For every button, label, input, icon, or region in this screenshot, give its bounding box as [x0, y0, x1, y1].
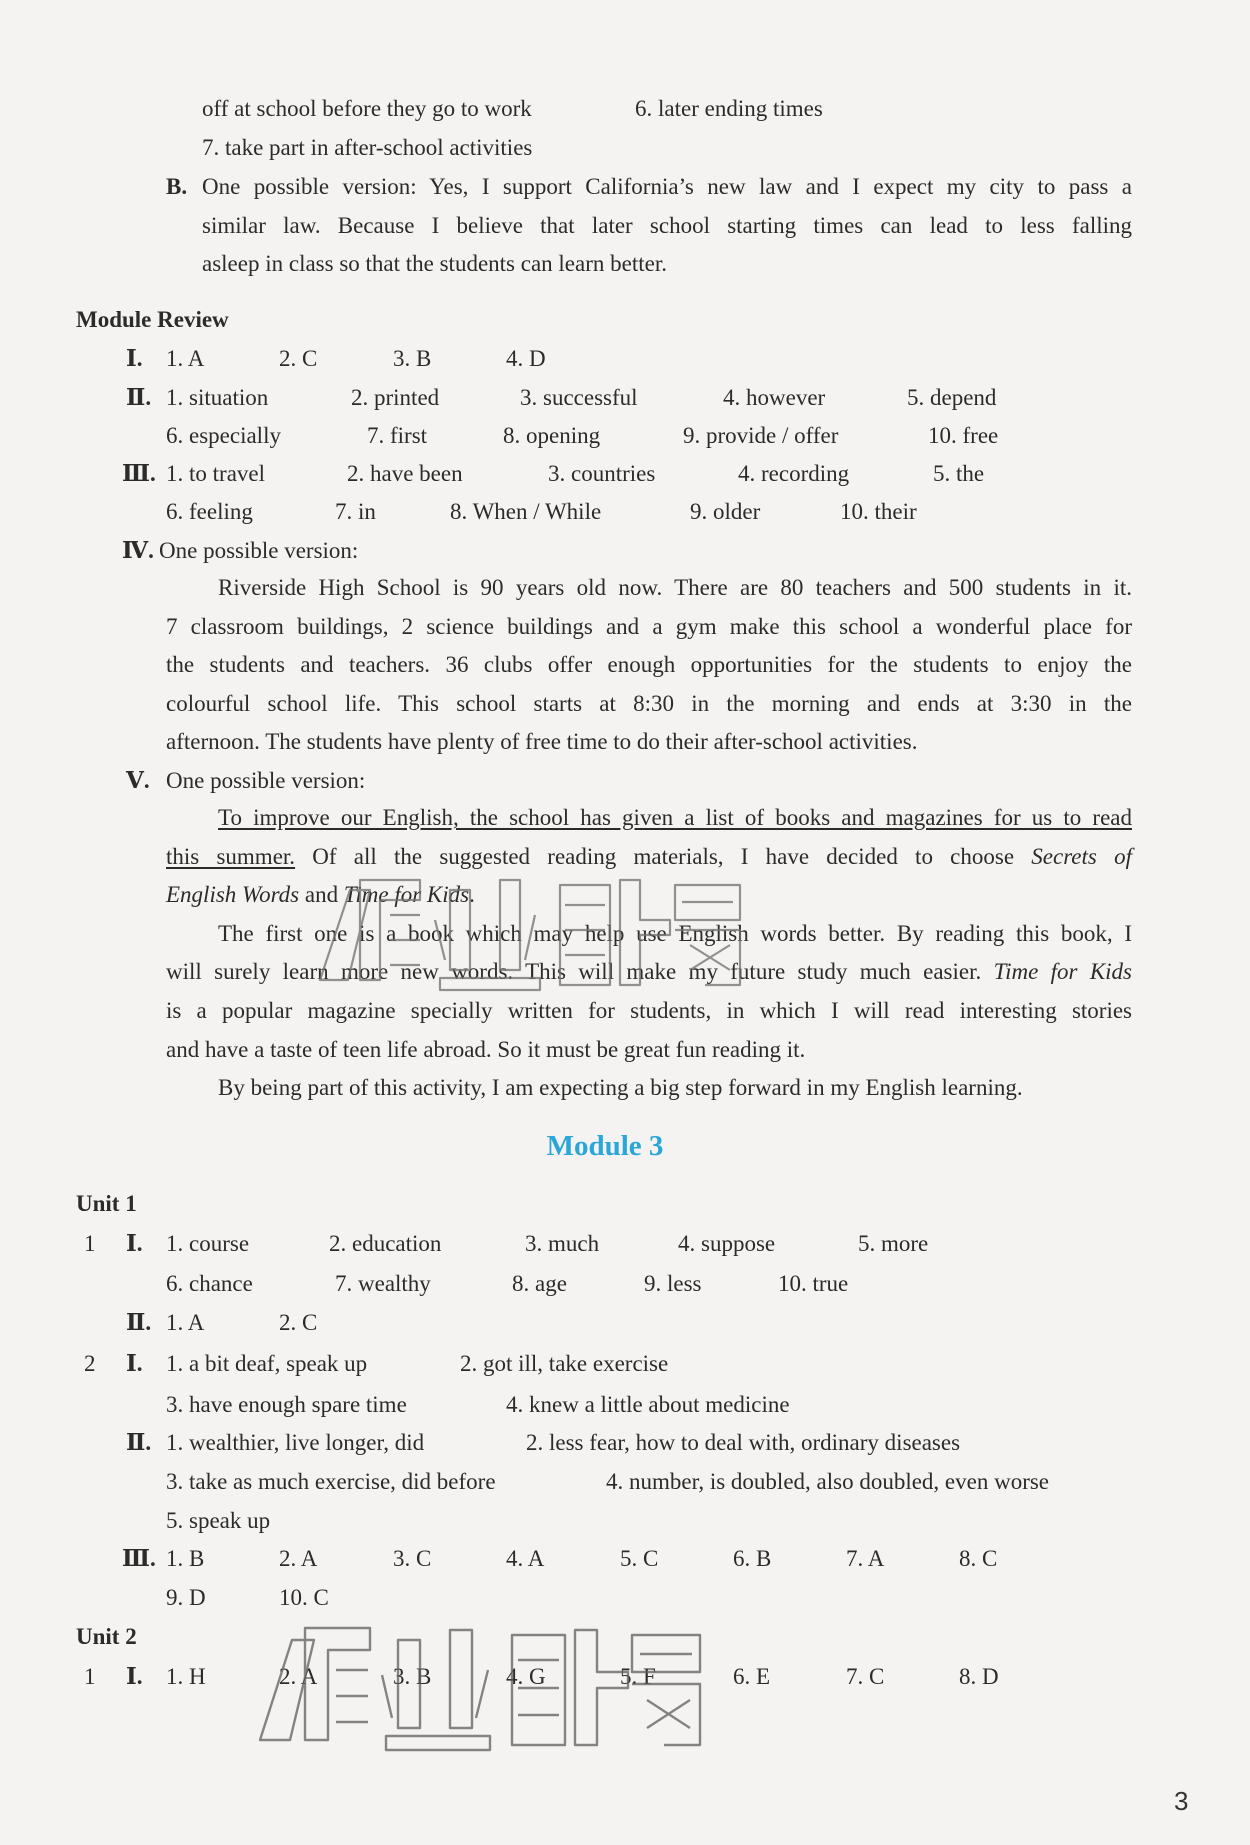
- answer-item: 9. D: [166, 1585, 206, 1610]
- answer-item: 9. provide / offer: [683, 423, 839, 448]
- answer-item: 2. got ill, take exercise: [460, 1351, 669, 1376]
- roman-label: Ⅱ.: [126, 1310, 152, 1335]
- answer-item: 5. speak up: [166, 1508, 271, 1533]
- magazine-title: Time for Kids: [343, 882, 470, 908]
- exercise-number: 2: [84, 1351, 96, 1376]
- text-line: To improve our English, the school has given a list of books and magazines for us to read: [218, 805, 1132, 830]
- answer-item: 3. C: [393, 1546, 432, 1571]
- answer-item: 3. much: [525, 1231, 600, 1256]
- text-span: and: [299, 882, 344, 908]
- roman-label: Ⅴ.: [126, 768, 150, 793]
- answer-item: 3. countries: [548, 461, 656, 486]
- text-line: 7 classroom buildings, 2 science buildings and a gym make this school a wonderful place for: [166, 613, 1132, 639]
- roman-label: Ⅲ.: [122, 461, 156, 486]
- answer-item: 3. B: [393, 346, 432, 371]
- answer-item: 5. more: [858, 1231, 929, 1256]
- section-intro: One possible version:: [159, 538, 359, 563]
- answer-item: 1. to travel: [166, 461, 265, 486]
- section-intro: One possible version:: [166, 768, 366, 793]
- answer-item: 4. D: [506, 346, 546, 371]
- answer-item: 3. have enough spare time: [166, 1392, 407, 1417]
- answer-item: 6. E: [733, 1664, 771, 1689]
- answer-text: 7. take part in after-school activities: [202, 135, 533, 160]
- answer-text: off at school before they go to work: [202, 96, 532, 121]
- answer-item: 8. opening: [503, 423, 601, 448]
- roman-label: Ⅱ.: [126, 385, 152, 410]
- answer-item: 4. recording: [738, 461, 850, 486]
- text-line: afternoon. The students have plenty of free time to do their after-school activities.: [166, 729, 918, 755]
- answer-item: 2. A: [279, 1664, 318, 1689]
- answer-item: 6. feeling: [166, 499, 253, 524]
- answer-item: 5. the: [933, 461, 985, 486]
- section-label: [166, 172, 187, 202]
- answer-item: 1. B: [166, 1546, 205, 1571]
- exercise-number: 1: [84, 1664, 96, 1689]
- unit-heading: Unit 1: [76, 1191, 137, 1216]
- answer-item: 7. first: [367, 423, 428, 448]
- answer-item: 6. especially: [166, 423, 281, 448]
- text-line: One possible version: Yes, I support California’s new law and I expect my city to pass a: [202, 174, 1132, 199]
- module-title: Module 3: [546, 1130, 664, 1162]
- underlined-text: this summer.: [166, 843, 296, 869]
- text-line: similar law. Because I believe that later school starting times can lead to less falling: [202, 212, 1132, 238]
- answer-item: 1. situation: [166, 385, 269, 410]
- answer-item: 2. C: [279, 1310, 318, 1335]
- roman-label: Ⅰ.: [126, 1351, 143, 1376]
- text-line: colourful school life. This school starts at 8:30 in the morning and ends at 3:30 in the: [166, 690, 1132, 716]
- text-line: the students and teachers. 36 clubs offer enough opportunities for the students to enjoy the: [166, 652, 1132, 678]
- answer-item: 10. C: [279, 1585, 329, 1610]
- answer-item: 1. A: [166, 1310, 205, 1335]
- answer-item: 7. A: [846, 1546, 885, 1571]
- answer-item: 4. knew a little about medicine: [506, 1392, 790, 1417]
- answer-item: 4. number, is doubled, also doubled, even worse: [606, 1469, 1050, 1494]
- answer-item: 2. A: [279, 1546, 318, 1571]
- answer-item: 1. A: [166, 346, 205, 371]
- answer-item: 1. course: [166, 1231, 250, 1256]
- text-line: is a popular magazine specially written for students, in which I will read interesting stories: [166, 997, 1132, 1023]
- unit-heading: Unit 2: [76, 1624, 137, 1649]
- roman-label: Ⅱ.: [126, 1430, 152, 1455]
- answer-item: 6. B: [733, 1546, 772, 1571]
- answer-item: 6. chance: [166, 1271, 253, 1296]
- roman-label: Ⅳ.: [122, 538, 154, 563]
- text-line: asleep in class so that the students can learn better.: [202, 251, 667, 277]
- roman-label: Ⅲ.: [122, 1546, 156, 1571]
- essay-paragraph: [166, 569, 1132, 762]
- answer-item: 3. successful: [520, 385, 638, 410]
- answer-item: 9. less: [644, 1271, 702, 1296]
- text-span: Of all the suggested reading materials, I have decided to choose: [295, 843, 1032, 869]
- answer-item: 7. in: [335, 499, 376, 524]
- answer-item: 2. C: [279, 346, 318, 371]
- answer-item: 3. take as much exercise, did before: [166, 1469, 496, 1494]
- text-span: will surely learn more new words. This will make my future study much easier.: [166, 959, 994, 985]
- answer-item: 9. older: [690, 499, 761, 524]
- answer-item: 4. suppose: [678, 1231, 776, 1256]
- answer-item: 4. however: [723, 385, 826, 410]
- answer-item: 1. a bit deaf, speak up: [166, 1351, 368, 1376]
- answer-item: 8. C: [959, 1546, 998, 1571]
- answer-item: 1. wealthier, live longer, did: [166, 1430, 425, 1455]
- answer-item: 8. D: [959, 1664, 999, 1689]
- roman-label: Ⅰ.: [126, 1231, 143, 1256]
- answer-item: 7. wealthy: [335, 1271, 431, 1296]
- answer-item: 10. true: [778, 1271, 849, 1296]
- answer-item: 2. printed: [351, 385, 440, 410]
- answer-item: 8. When / While: [450, 499, 602, 524]
- watermark-icon: [250, 1610, 710, 1760]
- page-number: 3: [1174, 1786, 1189, 1816]
- answer-item: 4. G: [506, 1664, 546, 1689]
- book-title: English Words: [166, 882, 300, 908]
- section-b-label: B.: [166, 174, 188, 199]
- text-line: By being part of this activity, I am expecting a big step forward in my English learning.: [218, 1075, 1023, 1101]
- roman-label: Ⅰ.: [126, 346, 143, 371]
- answer-item: 2. education: [329, 1231, 442, 1256]
- module-review-heading: Module Review: [76, 307, 229, 332]
- answer-item: 7. C: [846, 1664, 885, 1689]
- answer-text: 6. later ending times: [635, 96, 823, 121]
- exercise-number: 1: [84, 1231, 96, 1256]
- answer-item: 3. B: [393, 1664, 432, 1689]
- answer-item: 5. C: [620, 1546, 659, 1571]
- text-line: and have a taste of teen life abroad. So it must be great fun reading it.: [166, 1036, 806, 1062]
- watermark-icon: [310, 860, 750, 1000]
- text-line: Riverside High School is 90 years old now. There are 80 teachers and 500 students in it.: [218, 575, 1132, 600]
- answer-item: 4. A: [506, 1546, 545, 1571]
- answer-item: 5. F: [620, 1664, 656, 1689]
- answer-item: 10. their: [840, 499, 917, 524]
- answer-item: 2. less fear, how to deal with, ordinary diseases: [526, 1430, 961, 1455]
- section-b-paragraph: [202, 168, 1132, 284]
- book-title: Secrets of: [1031, 843, 1132, 869]
- answer-item: 2. have been: [347, 461, 463, 486]
- text-line: The first one is a book which may help use English words better. By reading this book, I: [218, 920, 1132, 946]
- answer-item: 8. age: [512, 1271, 567, 1296]
- roman-label: Ⅰ.: [126, 1664, 143, 1689]
- answer-item: 10. free: [928, 423, 999, 448]
- magazine-title: Time for Kids: [993, 959, 1132, 985]
- answer-item: 1. H: [166, 1664, 206, 1689]
- answer-item: 5. depend: [907, 385, 997, 410]
- text-span: .: [469, 882, 475, 908]
